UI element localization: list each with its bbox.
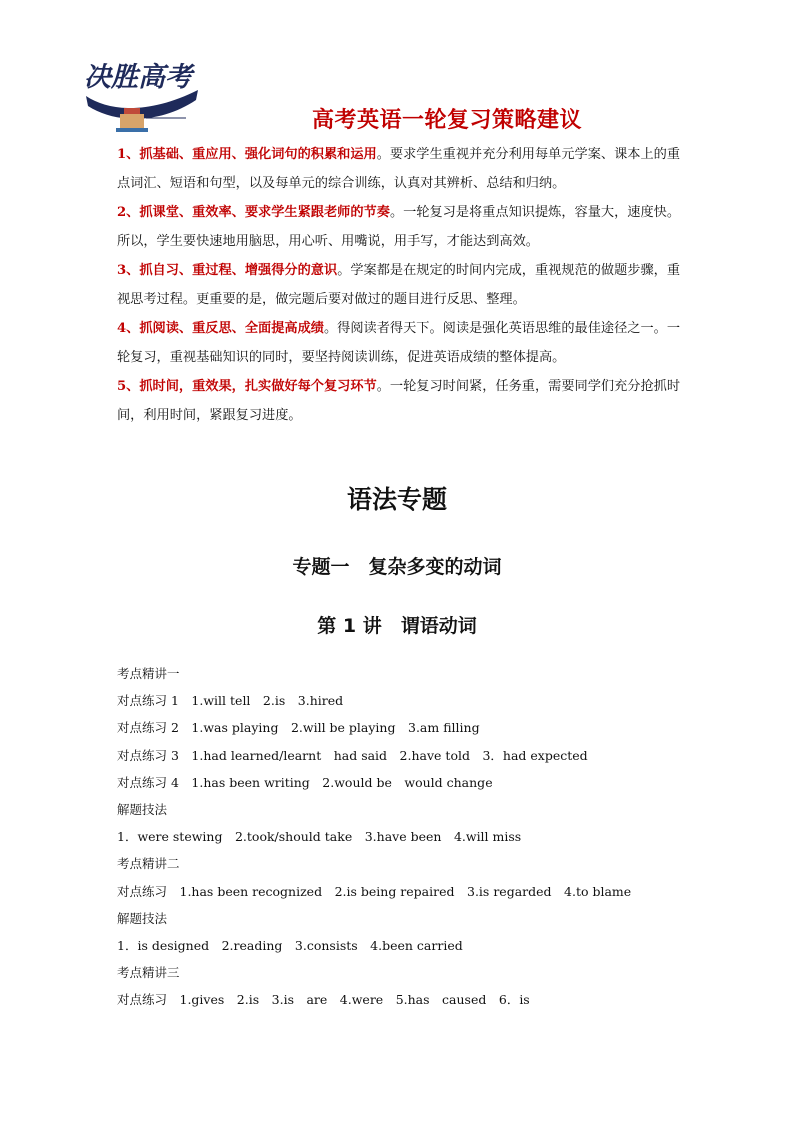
answer-line: 对点练习 3 1.had learned/learnt had said 2.have told 3．had expected: [117, 747, 588, 763]
strategy-item: 3、抓自习、重过程、增强得分的意识。学案都是在规定的时间内完成，重视规范的做题步骤，重视思考过程。更重要的是，做完题后要对做过的题目进行反思、整理。: [117, 263, 681, 307]
strategy-list: [117, 140, 687, 430]
lesson-title: 第 1 讲 谓语动词: [317, 615, 477, 637]
strategy-item: 5、抓时间，重效果，扎实做好每个复习环节。一轮复习时间紧，任务重，需要同学们充分抢抓时间，利用时间，紧跟复习进度。: [117, 379, 681, 423]
answer-line: 1．were stewing 2.took/should take 3.have been 4.will miss: [117, 829, 522, 845]
answer-line: 解题技法: [117, 910, 168, 926]
topic-title: 专题一 复杂多变的动词: [292, 556, 502, 578]
answer-line: 对点练习 2 1.was playing 2.will be playing 3.am filling: [117, 720, 480, 736]
main-title: 高考英语一轮复习策略建议: [311, 108, 582, 133]
answer-line: 考点精讲二: [117, 856, 180, 872]
answer-line: 考点精讲一: [117, 666, 180, 681]
answer-line: 考点精讲三: [117, 965, 180, 981]
answer-line: 对点练习 1.gives 2.is 3.is are 4.were 5.has caused 6．is: [117, 992, 530, 1008]
answer-line: 解题技法: [117, 801, 168, 817]
section-title: 语法专题: [346, 485, 447, 514]
answer-line: 1．is designed 2.reading 3.consists 4.been carried: [117, 937, 463, 953]
strategy-item: 1、抓基础、重应用、强化词句的积累和运用。要求学生重视并充分利用每单元学案、课本上的重点词汇、短语和句型，以及每单元的综合训练，认真对其辨析、总结和归纳。: [117, 147, 681, 191]
answer-line: 对点练习 1.has been recognized 2.is being repaired 3.is regarded 4.to blame: [117, 883, 632, 899]
answer-line: 对点练习 4 1.has been writing 2.would be would change: [117, 774, 493, 790]
answer-list: [117, 660, 717, 1013]
strategy-item: 2、抓课堂、重效率、要求学生紧跟老师的节奏。一轮复习是将重点知识提炼，容量大，速度快。所以，学生要快速地用脑思，用心听、用嘴说，用手写，才能达到高效。: [117, 205, 681, 249]
answer-line: 对点练习 1 1.will tell 2.is 3.hired: [117, 693, 344, 709]
svg-text:决胜高考: 决胜高考: [84, 62, 192, 93]
strategy-item: 4、抓阅读、重反思、全面提高成绩。得阅读者得天下。阅读是强化英语思维的最佳途径之一。一轮复习，重视基础知识的同时，要坚持阅读训练，促进英语成绩的整体提高。: [117, 321, 681, 365]
